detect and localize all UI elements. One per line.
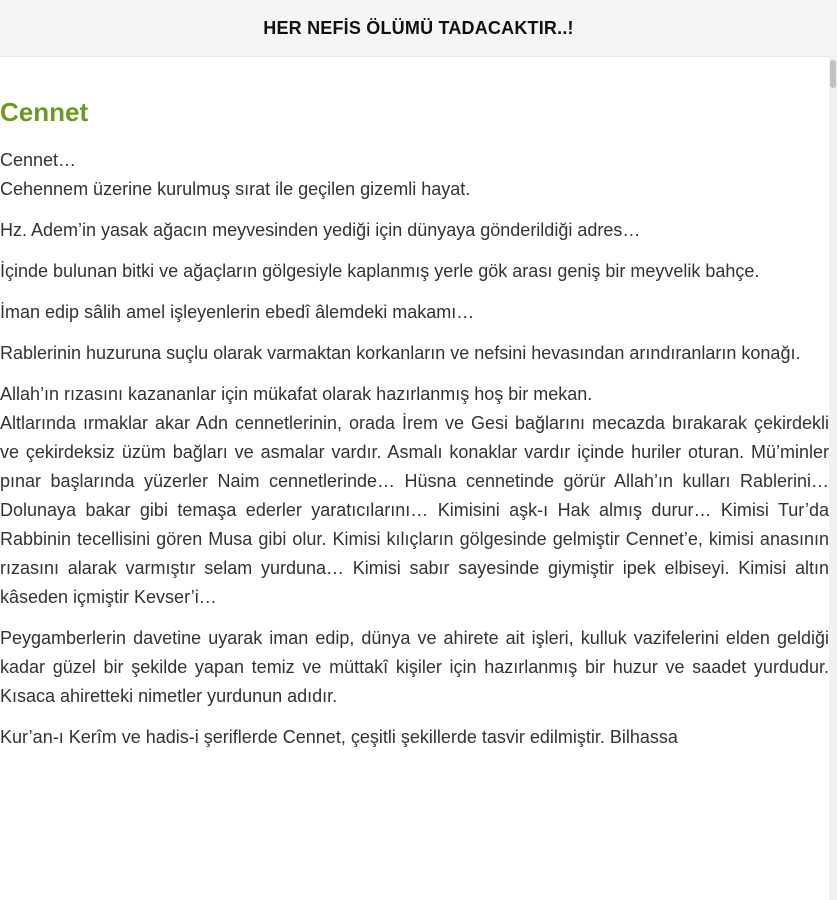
vertical-scrollbar[interactable] — [829, 56, 837, 900]
paragraph-line: Altlarında ırmaklar akar Adn cennetlerinin, orada İrem ve Gesi bağlarını mecazda bırakarak çekirdekli ve çekirdeksiz üzüm bağları ve asmalar vardır. Asmalı konaklar vardır içinde huriler oturan. Mü’minler pınar başlarında yüzerler Naim cennetlerinde… Hüsna cennetinde görür Allah’ın kulları Rablerini… Dolunaya bakar gibi temaşa ederler yaratıcılarını… Kimisini aşk-ı Hak almış durur… Kimisi Tur’da Rabbinin tecellisini gören Musa gibi olur. Kimisi kılıçların gölgesinde gelmiştir Cennet’e, kimisi anasının rızasını alarak varmıştır selam yurduna… Kimisi sabır sayesinde giymiştir ipek elbiseyi. Kimisi altın kâseden içmiştir Kevser’i… — [0, 413, 829, 607]
article-paragraph: Rablerinin huzuruna suçlu olarak varmaktan korkanların ve nefsini hevasından arındıranların konağı. — [0, 343, 801, 363]
paragraph-line: Cennet… — [0, 150, 77, 170]
scrollbar-thumb[interactable] — [830, 60, 836, 88]
page-title: HER NEFİS ÖLÜMÜ TADACAKTIR..! — [263, 17, 574, 38]
article-paragraph: Hz. Adem’in yasak ağacın meyvesinden yediği için dünyaya gönderildiği adres… — [0, 220, 641, 240]
paragraph-line: Cehennem üzerine kurulmuş sırat ile geçilen gizemli hayat. — [0, 179, 471, 199]
article-paragraph: Peygamberlerin davetine uyarak iman edip, dünya ve ahirete ait işleri, kulluk vazifelerini elden geldiği kadar güzel bir şekilde yapan temiz ve müttakî kişiler için hazırlanmış bir huzur ve saadet yurdudur. Kısaca ahiretteki nimetler yurdunun adıdır. — [0, 628, 829, 706]
article-heading: Cennet — [0, 97, 89, 127]
article-paragraph: Kur’an-ı Kerîm ve hadis-i şeriflerde Cennet, çeşitli şekillerde tasvir edilmiştir. Bilhassa — [0, 727, 678, 747]
article-paragraph: İçinde bulunan bitki ve ağaçların gölgesiyle kaplanmış yerle gök arası geniş bir meyvelik bahçe. — [0, 261, 760, 281]
page-header — [0, 0, 837, 57]
article-paragraph — [0, 380, 829, 612]
article — [0, 96, 829, 752]
article-paragraph: İman edip sâlih amel işleyenlerin ebedî âlemdeki makamı… — [0, 302, 475, 322]
article-paragraph — [0, 146, 829, 204]
article-content — [0, 56, 829, 900]
paragraph-line: Allah’ın rızasını kazananlar için mükafat olarak hazırlanmış hoş bir mekan. — [0, 384, 593, 404]
